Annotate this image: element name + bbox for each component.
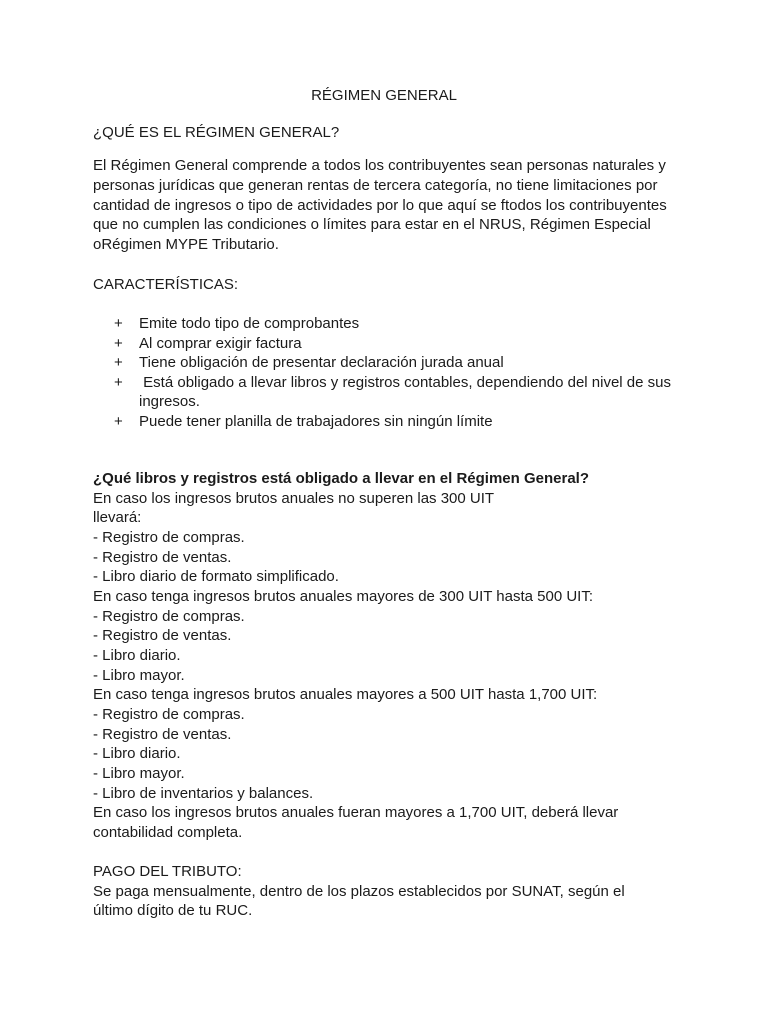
books-section [93, 469, 693, 842]
list-item-text: Tiene obligación de presentar declaración jurada anual [139, 354, 504, 372]
list-item [93, 412, 673, 432]
payment-line: último dígito de tu RUC. [93, 902, 253, 920]
document-title: RÉGIMEN GENERAL [311, 87, 457, 104]
books-line: - Registro de ventas. [93, 725, 232, 743]
books-line: - Libro diario. [93, 745, 181, 763]
question-heading: ¿QUÉ ES EL RÉGIMEN GENERAL? [93, 124, 340, 141]
books-line: - Registro de ventas. [93, 627, 232, 645]
list-item-text: Emite todo tipo de comprobantes [139, 315, 360, 332]
books-line: - Registro de compras. [93, 705, 245, 723]
plus-bullet-icon: + [114, 334, 123, 352]
payment-section [93, 862, 693, 921]
books-line: - Registro de compras. [93, 528, 245, 546]
payment-heading: PAGO DEL TRIBUTO: [93, 863, 242, 880]
books-heading: ¿Qué libros y registros está obligado a llevar en el Régimen General? [93, 470, 589, 487]
list-item [93, 334, 673, 354]
books-line: - Libro diario. [93, 646, 181, 664]
books-line: En caso tenga ingresos brutos anuales mayores a 500 UIT hasta 1,700 UIT: [93, 686, 598, 704]
list-item-text: Al comprar exigir factura [139, 334, 302, 352]
books-line: - Libro diario de formato simplificado. [93, 568, 339, 586]
plus-bullet-icon: + [114, 412, 123, 430]
plus-bullet-icon: + [114, 315, 123, 332]
list-item [93, 373, 676, 412]
list-item [93, 353, 673, 373]
books-line: En caso tenga ingresos brutos anuales mayores de 300 UIT hasta 500 UIT: [93, 587, 594, 605]
list-item-text: Está obligado a llevar libros y registros contables, dependiendo del nivel de sus ingresos. [139, 373, 676, 411]
intro-paragraph: El Régimen General comprende a todos los contribuyentes sean personas naturales y personas jurídicas que generan rentas de tercera categoría, no tiene limitaciones por cantidad de ingresos o tipo de actividades por lo que aquí se ftodos los contribuyentes que no cumplen las condiciones o límites para estar en el NRUS, Régimen Especial oRégimen MYPE Tributario. [93, 157, 667, 254]
characteristics-list [93, 314, 676, 432]
plus-bullet-icon: + [114, 373, 123, 391]
books-line: En caso los ingresos brutos anuales no superen las 300 UIT [93, 489, 495, 507]
books-line: - Libro de inventarios y balances. [93, 784, 314, 802]
books-line: - Registro de compras. [93, 607, 245, 625]
plus-bullet-icon: + [114, 354, 123, 372]
characteristics-heading: CARACTERÍSTICAS: [93, 276, 239, 293]
books-line: contabilidad completa. [93, 823, 243, 841]
books-line: llevará: [93, 509, 142, 527]
books-line: - Registro de ventas. [93, 548, 232, 566]
list-item-text: Puede tener planilla de trabajadores sin ningún límite [139, 412, 493, 430]
payment-line: Se paga mensualmente, dentro de los plazos establecidos por SUNAT, según el [93, 882, 625, 900]
books-line: - Libro mayor. [93, 666, 185, 684]
books-line: En caso los ingresos brutos anuales fueran mayores a 1,700 UIT, deberá llevar [93, 804, 619, 822]
list-item [93, 314, 673, 334]
books-line: - Libro mayor. [93, 764, 185, 782]
